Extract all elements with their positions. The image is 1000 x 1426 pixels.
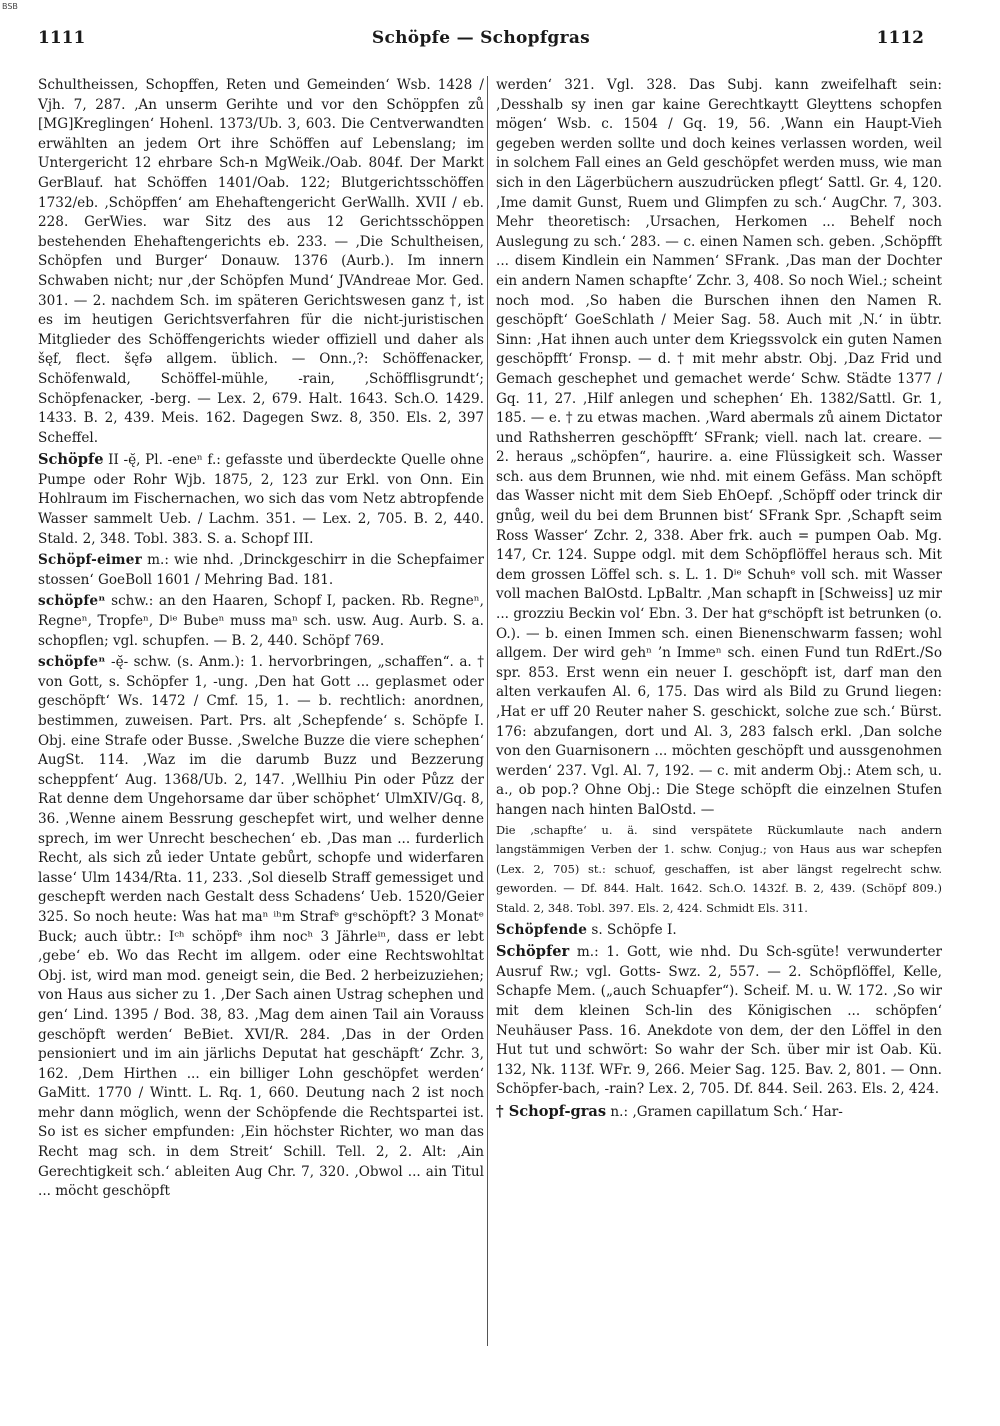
entry-schoepfen-1: [38, 592, 484, 651]
entry-body: schw.: an den Haaren, Schopf I, packen. Rb. Regneⁿ, Regneⁿ, Tropfeⁿ, Dⁱᵉ Bubeⁿ muss maⁿ sch. usw. Aug. Aurb. S. a. schopflen; vgl. schupfen. — B. 2, 440. Schöpf 769.: [38, 593, 485, 649]
entry-lemma: schöpfeⁿ: [38, 654, 106, 671]
entry-lemma: schöpfeⁿ: [38, 593, 106, 610]
entry-lemma: † Schopf-gras: [496, 1102, 607, 1120]
entry-body: II -ę̆, Pl. -eneⁿ f.: gefasste und überdeckte Quelle ohne Pumpe oder Rohr Wjb. 1875, 2, 123 zur Erkl. von Onn. Ein Hohlraum im Fischernachen, wo sich das vom Netz abtropfende Wasser sammelt Ueb. / Lachm. 351. — Lex. 2, 705. B. 2, 440. Stald. 2, 348. Tobl. 383. S. a. Schopf III.: [38, 452, 484, 547]
entry-body: m.: 1. Gott, wie nhd. Du Sch-sgüte! verwunderter Ausruf Rw.; vgl. Gotts- Swz. 2, 557. — 2. Schöpflöffel, Kelle, Schapfe Mem. („auch Schuapfer“). Scheif. M. u. W. 172. ‚So wir mit dem kleinen Sch-lin des Königischen ... schöpfen‘ Neuhäuser Pass. 16. Anekdote von dem, der den Löffel in den Hut tut und schwört: So wahr der Sch. über mir ist Oab. Kü. 132, Nk. 113f. WFr. 9, 266. Meier Sag. 125. Bav. 2, 801. — Onn. Schöpfer-bach, -rain? Lex. 2, 705. Df. 844. Seil. 263. Els. 2, 424.: [496, 944, 942, 1098]
entry-schopf-gras: [496, 1102, 942, 1123]
running-title: Schöpfe — Schopfgras: [371, 28, 591, 48]
entry-lemma: Schöpfe: [38, 451, 104, 469]
page-header: [38, 28, 924, 56]
right-column: [496, 76, 942, 1122]
entry-body: m.: wie nhd. ‚Drinckgeschirr in die Schepfaimer stossen‘ GoeBoll 1601 / Mehring Bad. 181.: [38, 552, 484, 588]
entry-schoepf-eimer: [38, 551, 484, 590]
entry-lemma: Schöpfende: [496, 921, 588, 938]
entry-schoepfen-2: [38, 653, 484, 1202]
entry-body: s. Schöpfe I.: [591, 921, 677, 938]
entry-body: -ę̆- schw. (s. Anm.): 1. hervorbringen, „schaffen“. a. † von Gott, s. Schöpfer 1, -ung. ‚Den hat Gott ... geplasmet oder geschöpft‘ Ws. 1472 / Cmf. 15, 1. — b. rechtlich: anordnen, bestimmen, zuweisen. Part. Prs. alt ‚Schepfende‘ s. Schöpfe I. Obj. eine Strafe oder Busse. ‚Swelche Buzze die viere schephen‘ AugSt. 114. ‚Waz im die darumb Buzz und Bezzerung scheppfent‘ Aug. 1368/Ub. 2, 147. ‚Wellhiu Pin oder Půzz der Rat denne dem Ungehorsame dar über schöphet‘ UlmXIV/Gq. 8, 36. ‚Wenne ainem Bessrung geschepfet wirt, und welher denne sprech, im wer Unrecht beschechen‘ eb. ‚Das man ... furderlich Recht, als sich zů ieder Untate gebůrt, schopfe und widerfaren lasse‘ Ulm 1434/Rta. 11, 233. ‚Sol dieselb Straff gemessiget und geschepft werden nach Gestalt dess Schadens‘ Ueb. 1520/Geier 325. So noch heute: Was hat maⁿ ⁱʰm Strafᵉ gᵉschöpft? 3 Monatᵉ Buck; auch übtr.: Iᶜʰ schöpfᵉ ihm nocʰ 3 Jährleⁱⁿ, dass er lebt ‚gebe‘ eb. Wo das Recht im allgem. oder eine Rechtswohltat Obj. ist, wird man mod. geneigt sein, die Bed. 2 herbeizuziehen; von Haus aus sicher zu 1. ‚Der Sach ainen Ustrag schephen und gen‘ Lind. 1395 / Bod. 38, 83. ‚Mag dem ainen Tail ain Vorauss geschöpft werden‘ BeBiet. XVI/R. 284. ‚Das in der Orden pensioniert und im ain järlichs Deputat hat geschäpft‘ Zchr. 3, 162. ‚Dem Hirthen ... ein billiger Lohn geschöpfet werden‘ GaMitt. 1770 / Wintt. L. Rq. 1, 660. Deutung nach 2 ist noch mehr dann möglich, wenn der Schöpfende die Rechtspartei ist. So ist es sicher empfunden: ‚Ein höchster Richter, wo man das Recht mag sch. in dem Streit‘ Schill. Tell. 2, 2. Alt: ‚Ain Gerechtigkeit sch.‘ ableiten Aug Chr. 7, 320. ‚Obwol ... ain Titul ... möcht geschöpft: [38, 654, 484, 1200]
entry-lemma: Schöpf-eimer: [38, 552, 142, 569]
entry-schoepfer: [496, 942, 942, 1100]
page-number-left: 1111: [38, 28, 86, 48]
entry-body: n.: ‚Gramen capillatum Sch.‘ Har-: [610, 1103, 843, 1120]
entry-continuation: werden‘ 321. Vgl. 328. Das Subj. kann zweifelhaft sein: ‚Desshalb sy inen gar kaine Gerechtkaytt Gleyttens schopfen mögen‘ Wsb. c. 1504 / Gq. 19, 56. ‚Wann ein Haupt-Vieh gegeben werden sollte und doch keines verlassen worden, weil in solchem Fall eines an Geld geschöpfet werden muss, wie man sich in den Lägerbüchern auszudrücken pflegt‘ Sattl. Gr. 4, 120. ‚Ime damit Gunst, Ruem und Glimpfen zu sch.‘ AugChr. 7, 303. Mehr theoretisch: ‚Ursachen, Herkomen ... Behelf noch Auslegung zu sch.‘ 283. — c. einen Namen sch. geben. ‚Schöpfft ... disem Kindlein ein Nammen‘ SFrank. ‚Das man der Dochter ein andern Namen schapfte‘ Zchr. 3, 408. So noch Wiel.; scheint noch mod. ‚So haben die Burschen ihnen den Namen R. geschöpft‘ GoeSchlath / Meier Sag. 58. Auch mit ‚N.‘ in übtr. Sinn: ‚Hat ihnen auch unter dem Kriegssvolck ein guten Namen geschöpfft‘ Fronsp. — d. † mit mehr abstr. Obj. ‚Daz Frid und Gemach geschephet und gemachet werde‘ Schw. Städte 1377 / Gq. 11, 27. ‚Hilf anlegen und schephen‘ Eh. 1382/Sattl. Gr. 1, 185. — e. † zu etwas machen. ‚Ward abermals zů ainem Dictator und Rathsherren geschöpfft‘ SFrank; viell. nach lat. creare. — 2. heraus „schöpfen“, haurire. a. eine Flüssigkeit sch. Wasser sch. aus dem Brunnen, wie nhd. mit einem Gefäss. Man schöpft das Wasser nicht mit dem Sieb EhOepf. ‚Schöpff oder trinck dir gnůg, weil du bei dem Brunnen bist‘ SFrank Spr. ‚Schapft seim Ross Wasser‘ Zchr. 2, 338. Aber frk. auch = pumpen Oab. Mg. 147, Cr. 124. Suppe odgl. mit dem Schöpflöffel heraus sch. Mit dem grossen Löffel sch. s. L. 1. Dⁱᵉ Schuhᵉ voll sch. mit Wasser voll machen BalOstd. LpBaltr. ‚Man schapft in [Schweiss] uz mir ... grozziu Beckin vol‘ Ebn. 3. Der hat gᵉschöpft ist betrunken (o. O.). — b. einen Immen sch. einen Bienenschwarm fassen; wohl allgem. Der wird gehⁿ ’n Immeⁿ sch. einen Fund tun RdErt./So spr. 853. Erst wenn ein neuer I. geschöpft ist, darf man den alten verkaufen Al. 6, 175. Das wird als Bild zu Grund liegen: ‚Hat er uff 20 Reuter naher S. geschickt, solche zue sch.‘ Bürst. 176: abzufangen, dort und Al. 3, 283 falsch erkl. ‚Dan solche von den Guarnisonern ... möchten geschöpft und aussgenohmen werden‘ 237. Vgl. Al. 7, 192. — c. mit anderm Obj.: Atem sch, u. a., ob pop.? Ohne Obj.: Die Stege schöpft die einzelnen Stufen hangen nach hinten BalOstd. —: [496, 77, 942, 818]
entry-lemma: Schöpfer: [496, 943, 570, 961]
column-divider: [487, 76, 488, 1346]
page-number-right: 1112: [876, 28, 924, 48]
entry-schoepfende: [496, 921, 942, 941]
library-stamp: BSB: [2, 2, 18, 11]
entry-note: Die ‚schapfte‘ u. ä. sind verspätete Rückumlaute nach andern langstämmigen Verben der 1. schw. Conjug.; von Haus aus war schepfen (Lex. 2, 705) st.: schuof, geschaffen, ist aber längst regelrecht schw. geworden. — Df. 844. Halt. 1642. Sch.O. 1432f. B. 2, 439. (Schöpf 809.) Stald. 2, 348. Tobl. 397. Els. 2, 424. Schmidt Els. 311.: [496, 822, 942, 915]
left-column: [38, 76, 484, 1202]
entry-schoepfe-2: [38, 450, 484, 549]
entry-continuation: Schultheissen, Schopffen, Reten und Gemeinden‘ Wsb. 1428 / Vjh. 7, 287. ‚An unserm Gerihte und vor den Schöppfen zů [MG]Kreglingen‘ Hohenl. 1373/Ub. 3, 603. Die Centverwandten erwählten an jedem Ort ihre Schöffen auf Lebenslang; im Untergericht 12 ehrbare Sch-n MgWeik./Oab. 804f. Der Markt GerBlauf. hat Schöffen 1401/Oab. 122; Blutgerichtsschöffen 1732/eb. ‚Schöpffen‘ am Ehehaftengericht GerWallh. XVII / eb. 228. GerWies. war Sitz des aus 12 Gerichtsschöppen bestehenden Ehehaftengerichts eb. 233. — ‚Die Schultheisen, Schöpfen und Burger‘ Donauw. 1376 (Aurb.). Im innern Schwaben nicht; nur ‚der Schöpfen Mund‘ JVAndreae Mor. Ged. 301. — 2. nachdem Sch. im späteren Gerichtswesen ganz †, ist es im heutigen Gerichtsverfahren für die nicht-juristischen Mitglieder des Schöffengerichts wieder offiziell und daher als šęf, flect. šęfə allgem. üblich. — Onn.,?: Schöffenacker, Schöfenwald, Schöffel-mühle, -rain, ‚Schöfflisgrundt‘; Schöpfenacker, -berg. — Lex. 2, 679. Halt. 1643. Sch.O. 1429. 1433. B. 2, 439. Meis. 162. Dagegen Swz. 8, 350. Els. 2, 397 Scheffel.: [38, 77, 484, 446]
